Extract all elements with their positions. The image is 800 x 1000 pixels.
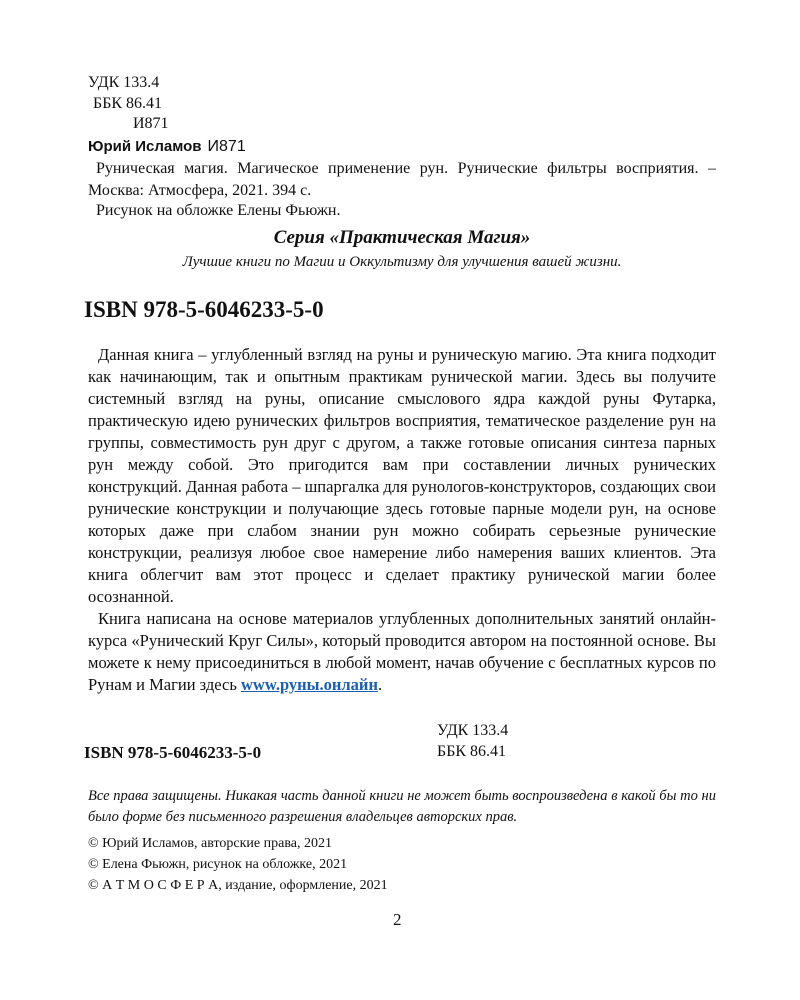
link-period: .: [377, 675, 383, 694]
copyright-line: © А Т М О С Ф Е Р А, издание, оформление, 2021: [88, 878, 388, 893]
isbn-bottom: ISBN 978-5-6046233-5-0: [84, 743, 262, 762]
author-mark-top: И871: [133, 115, 169, 132]
bbk-code-top: ББК 86.41: [93, 95, 163, 112]
udk-code-top: УДК 133.4: [88, 74, 160, 91]
rights-notice: Все права защищены. Никакая часть данной книги не может быть воспроизведена в какой бы то ни было форме без письменного разрешения владельцев авторских прав.: [88, 788, 716, 825]
udk-code-bottom: УДК 133.4: [437, 722, 509, 739]
annotation-paragraph-2: [88, 608, 716, 696]
copyright-line: © Юрий Исламов, авторские права, 2021: [88, 836, 332, 851]
annotation-paragraph-1: Данная книга – углубленный взгляд на руны и руническую магию. Эта книга подходит как начинающим, так и опытным практикам рунической магии. Здесь вы получите системный взгляд на руны, описание смыслового ядра каждой руны Футарка, практическую идею рунических фильтров восприятия, тематическое разделение рун на группы, совместимость рун друг с другом, а также готовые описания синтеза парных рун между собой. Это пригодится вам при составлении личных рунических конструкций. Данная работа – шпаргалка для рунологов-конструкторов, создающих свои рунические конструкции и получающие здесь готовые парные модели рун, на основе которых даже при слабом знании рун можно собирать серьезные рунические конструкции, реализуя любое свое намерение либо намерения ваших клиентов. Эта книга облегчит вам этот процесс и сделает практику рунической магии более осознанной.: [88, 345, 716, 606]
cover-credit: Рисунок на обложке Елены Фьюжн.: [96, 202, 341, 219]
isbn-main: ISBN 978-5-6046233-5-0: [84, 297, 324, 322]
series-slogan: Лучшие книги по Магии и Оккультизму для улучшения вашей жизни.: [182, 254, 622, 270]
bibliographic-description: Руническая магия. Магическое применение рун. Рунические фильтры восприятия. – Москва: Атмосфера, 2021. 394 с.: [88, 160, 716, 199]
author-line: [88, 138, 246, 156]
bbk-code-bottom: ББК 86.41: [437, 743, 507, 760]
series-title: Серия «Практическая Магия»: [273, 227, 531, 248]
author-mark: И871: [207, 138, 246, 155]
annotation-paragraph-2-text: Книга написана на основе материалов углубленных дополнительных занятий онлайн-курса «Рунический Круг Силы», который проводится автором на постоянной основе. Вы можете к нему присоединиться в любой момент, начав обучение с бесплатных курсов по Рунам и Магии здесь: [88, 609, 716, 694]
author-name: Юрий Исламов: [88, 138, 202, 155]
page-number: 2: [393, 910, 402, 929]
copyright-line: © Елена Фьюжн, рисунок на обложке, 2021: [88, 857, 348, 872]
course-link[interactable]: www.руны.онлайн: [240, 675, 378, 694]
annotation: [88, 344, 716, 696]
